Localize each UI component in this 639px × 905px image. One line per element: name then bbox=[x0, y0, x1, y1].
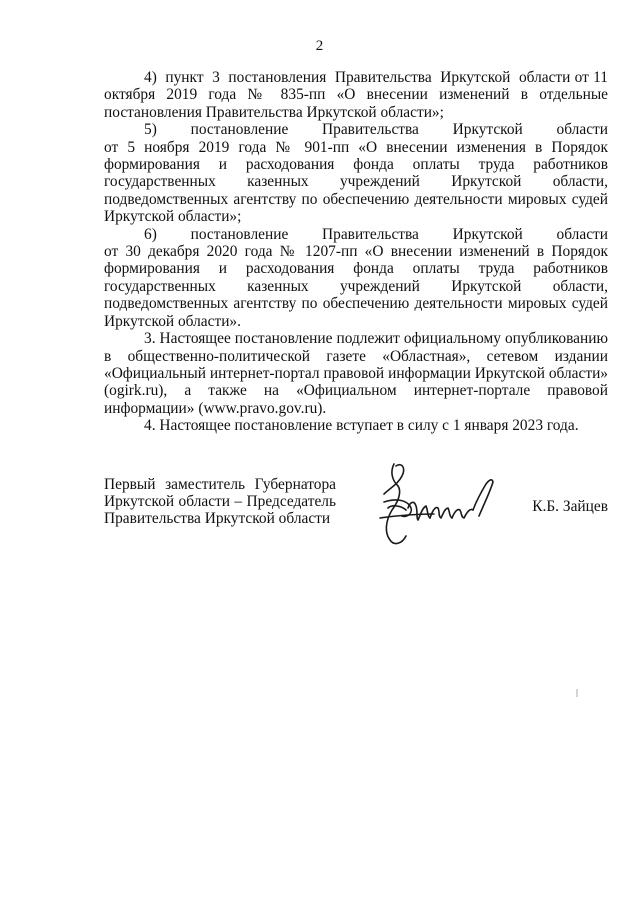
list-item-6: 6) постановление Правительства Иркутской области от 30 декабря 2020 года № 1207-пп «О внесении изменений в Порядок формирования и расходования фонда оплаты труда работников государственных казенных учреждений Иркутской области, подведомственных агентству по обеспечению деятельности мировых судей Иркутской области». bbox=[104, 225, 608, 330]
list-item-5: 5) постановление Правительства Иркутской области от 5 ноября 2019 года № 901-пп «О внесении изменения в Порядок формирования и расходования фонда оплаты труда работников государственных казенных учреждений Иркутской области, подведомственных агентству по обеспечению деятельности мировых судей Иркутской области»; bbox=[104, 121, 608, 226]
signer-position-line: Иркутской области – Председатель bbox=[104, 493, 336, 510]
signer-name: К.Б. Зайцев bbox=[532, 498, 608, 515]
document-body bbox=[104, 69, 608, 435]
signer-position bbox=[104, 476, 336, 527]
handwritten-signature bbox=[372, 458, 502, 558]
signature-block bbox=[104, 476, 608, 566]
page-number: 2 bbox=[315, 38, 324, 54]
clause-3-publication: 3. Настоящее постановление подлежит официальному опубликованию в общественно-политической газете «Областная», сетевом издании «Официальный интернет-портал правовой информации Иркутской области» (ogirk.ru), а также на «Официальном интернет-портале правовой информации» (www.pravo.gov.ru). bbox=[104, 330, 608, 417]
clause-4-effective-date: 4. Настоящее постановление вступает в силу с 1 января 2023 года. bbox=[144, 417, 579, 435]
list-item-4: 4) пункт 3 постановления Правительства Иркутской области от 11 октября 2019 года № 835-пп «О внесении изменений в отдельные постановления Правительства Иркутской области»; bbox=[104, 69, 608, 121]
signer-position-line: Правительства Иркутской области bbox=[104, 510, 331, 527]
signer-position-line: Первый заместитель Губернатора bbox=[104, 476, 336, 493]
scan-artifact bbox=[576, 689, 578, 697]
